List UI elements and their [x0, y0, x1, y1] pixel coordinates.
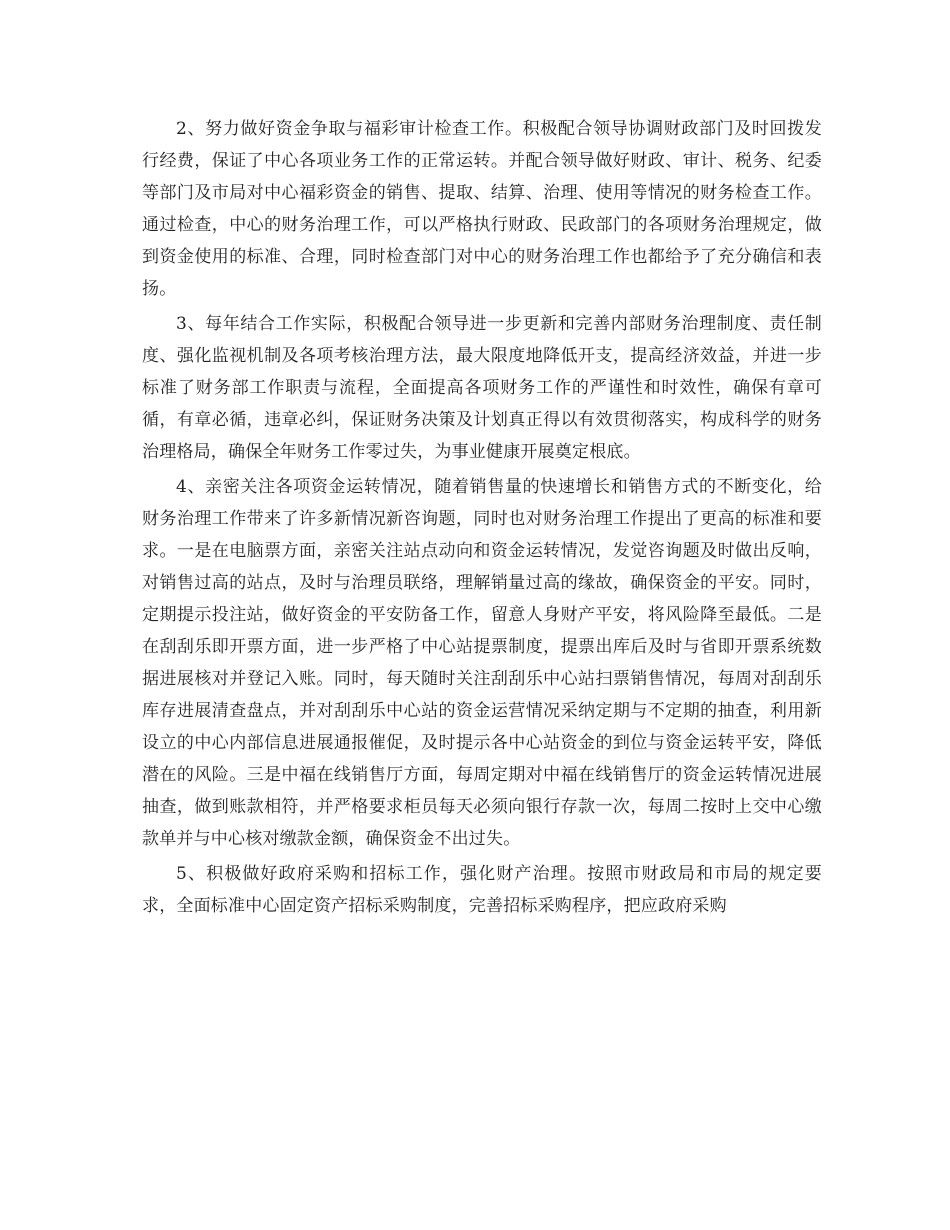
paragraph-5: 5、积极做好政府采购和招标工作，强化财产治理。按照市财政局和市局的规定要求，全面标准中心固定资产招标采购制度，完善招标采购程序，把应政府采购	[142, 864, 822, 916]
paragraph-4: 4、亲密关注各项资金运转情况，随着销售量的快速增长和销售方式的不断变化，给财务治理工作带来了许多新情况新咨询题，同时也对财务治理工作提出了更高的标准和要求。一是在电脑票方面，亲密关注站点动向和资金运转情况，发觉咨询题及时做出反响，对销售过高的站点，及时与治理员联络，理解销量过高的缘故，确保资金的平安。同时，定期提示投注站，做好资金的平安防备工作，留意人身财产平安，将风险降至最低。二是在刮刮乐即开票方面，进一步严格了中心站提票制度，提票出库后及时与省即开票系统数据进展核对并登记入账。同时，每天随时关注刮刮乐中心站扫票销售情况，每周对刮刮乐库存进展清查盘点，并对刮刮乐中心站的资金运营情况采纳定期与不定期的抽查，利用新设立的中心内部信息进展通报催促，及时提示各中心站资金的到位与资金运转平安，降低潜在的风险。三是中福在线销售厅方面，每周定期对中福在线销售厅的资金运转情况进展抽查，做到账款相符，并严格要求柜员每天必须向银行存款一次，每周二按时上交中心缴款单并与中心核对缴款金额，确保资金不出过失。	[142, 477, 822, 849]
paragraph-2: 2、努力做好资金争取与福彩审计检查工作。积极配合领导协调财政部门及时回拨发行经费，保证了中心各项业务工作的正常运转。并配合领导做好财政、审计、税务、纪委等部门及市局对中心福彩资金的销售、提取、结算、治理、使用等情况的财务检查工作。通过检查，中心的财务治理工作，可以严格执行财政、民政部门的各项财务治理规定，做到资金使用的标准、合理，同时检查部门对中心的财务治理工作也都给予了充分确信和表扬。	[142, 119, 822, 299]
document-body	[142, 113, 822, 925]
paragraph-3: 3、每年结合工作实际，积极配合领导进一步更新和完善内部财务治理制度、责任制度、强化监视机制及各项考核治理方法，最大限度地降低开支，提高经济效益，并进一步标准了财务部工作职责与流程，全面提高各项财务工作的严谨性和时效性，确保有章可循，有章必循，违章必纠，保证财务决策及计划真正得以有效贯彻落实，构成科学的财务治理格局，确保全年财务工作零过失，为事业健康开展奠定根底。	[142, 314, 822, 462]
